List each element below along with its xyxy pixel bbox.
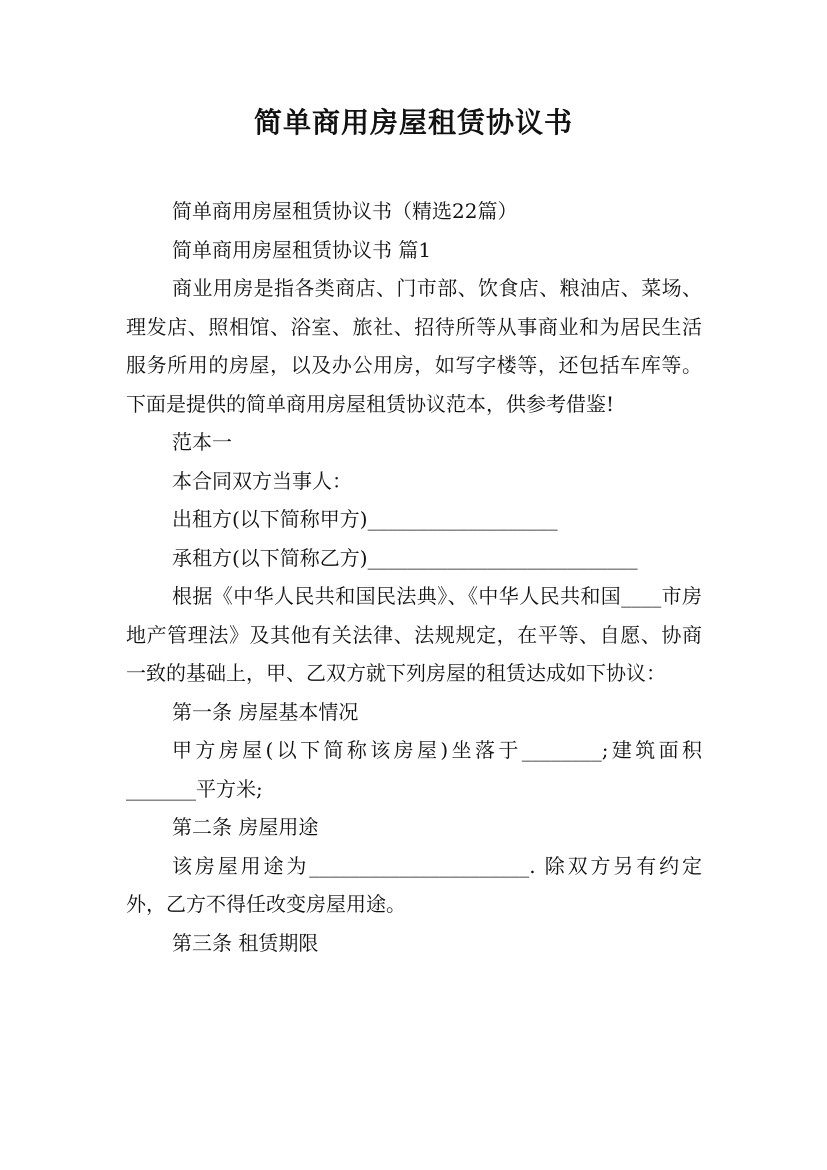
document-title: 简单商用房屋租赁协议书	[253, 106, 573, 139]
paragraph-template-label: 范本一	[172, 430, 232, 454]
paragraph-article-2-body: 该房屋用途为______________________. 除双方另有约定外，乙方不得任改变房屋用途。	[126, 853, 702, 916]
paragraph-article-2-heading: 第二条 房屋用途	[172, 815, 319, 839]
paragraph-article-3-heading: 第三条 租赁期限	[172, 930, 319, 955]
paragraph-article-1-body: 甲方房屋(以下简称该房屋)坐落于________;建筑面积_______平方米;	[126, 738, 702, 801]
paragraph-intro: 商业用房是指各类商店、门市部、饮食店、粮油店、菜场、理发店、照相馆、浴室、旅社、招待所等从事商业和为居民生活服务所用的房屋，以及办公用房，如写字楼等，还包括车库等。下面是提供的简单商用房屋租赁协议范本，供参考借鉴!	[126, 276, 702, 416]
paragraph-lessee: 承租方(以下简称乙方)___________________________	[172, 545, 638, 570]
paragraph-article-1-heading: 第一条 房屋基本情况	[172, 699, 359, 724]
paragraph-subtitle: 简单商用房屋租赁协议书（精选22篇）	[172, 199, 518, 223]
paragraph-parties: 本合同双方当事人：	[172, 468, 352, 493]
paragraph-lessor: 出租方(以下简称甲方)___________________	[172, 507, 558, 531]
paragraph-legal-basis: 根据《中华人民共和国民法典》、《中华人民共和国____市房地产管理法》及其他有关法律、法规规定，在平等、自愿、协商一致的基础上，甲、乙双方就下列房屋的租赁达成如下协议：	[126, 584, 702, 685]
document-body	[126, 192, 702, 962]
paragraph-section-heading: 简单商用房屋租赁协议书 篇1	[172, 237, 432, 262]
